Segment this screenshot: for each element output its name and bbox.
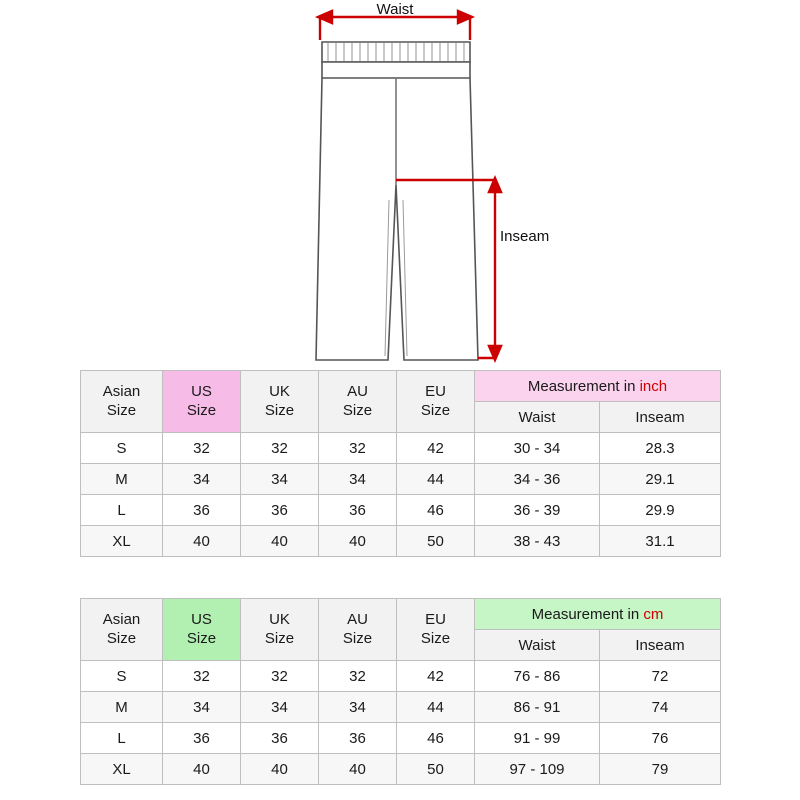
cell-eu-size: 46 [397, 723, 475, 754]
size-chart-inch [80, 370, 721, 557]
header-au-size [319, 371, 397, 433]
header-asian-line2: Size [106, 629, 137, 647]
header-uk-size [241, 371, 319, 433]
table-row [81, 526, 721, 557]
cell-uk-size: 40 [241, 754, 319, 785]
cell-eu-size: 50 [397, 754, 475, 785]
header-eu-size [397, 371, 475, 433]
header-asian-size [81, 599, 163, 661]
cell-waist: 36 - 39 [475, 495, 600, 526]
measurement-title-inch [475, 371, 721, 402]
cell-au-size: 40 [319, 526, 397, 557]
header-uk-size [241, 599, 319, 661]
header-us-line2: Size [186, 401, 217, 419]
cell-au-size: 36 [319, 495, 397, 526]
header-asian-line1: Asian [102, 610, 141, 628]
cell-asian-size: S [81, 661, 163, 692]
table-row [81, 464, 721, 495]
cell-inseam: 28.3 [600, 433, 721, 464]
cell-uk-size: 34 [241, 464, 319, 495]
cell-asian-size: L [81, 495, 163, 526]
cell-au-size: 34 [319, 464, 397, 495]
table-row [81, 692, 721, 723]
measurement-unit-inch: inch [639, 377, 668, 395]
measurement-unit-cm: cm [643, 605, 664, 623]
cell-eu-size: 44 [397, 692, 475, 723]
header-uk-line2: Size [264, 401, 295, 419]
header-eu-line2: Size [420, 629, 451, 647]
cell-eu-size: 42 [397, 661, 475, 692]
table-row [81, 723, 721, 754]
cell-au-size: 36 [319, 723, 397, 754]
pants-illustration [316, 42, 478, 360]
size-chart-cm [80, 598, 721, 785]
table-row [81, 661, 721, 692]
cell-us-size: 36 [163, 723, 241, 754]
cell-uk-size: 36 [241, 495, 319, 526]
cell-uk-size: 36 [241, 723, 319, 754]
measurement-title-cm [475, 599, 721, 630]
table-row [81, 754, 721, 785]
cell-us-size: 36 [163, 495, 241, 526]
cell-waist: 97 - 109 [475, 754, 600, 785]
cell-us-size: 34 [163, 692, 241, 723]
cell-waist: 34 - 36 [475, 464, 600, 495]
header-uk-line1: UK [269, 382, 290, 400]
cell-waist: 86 - 91 [475, 692, 600, 723]
cell-au-size: 34 [319, 692, 397, 723]
measurement-title-prefix-cm: Measurement in [531, 605, 644, 623]
cell-uk-size: 34 [241, 692, 319, 723]
table-row [81, 433, 721, 464]
subheader-waist-cm: Waist [475, 630, 600, 661]
cell-waist: 38 - 43 [475, 526, 600, 557]
cell-waist: 76 - 86 [475, 661, 600, 692]
cell-inseam: 76 [600, 723, 721, 754]
cell-waist: 30 - 34 [475, 433, 600, 464]
cell-waist: 91 - 99 [475, 723, 600, 754]
header-us-size [163, 371, 241, 433]
cell-us-size: 40 [163, 754, 241, 785]
cell-au-size: 32 [319, 433, 397, 464]
cell-us-size: 32 [163, 661, 241, 692]
table-row [81, 495, 721, 526]
header-asian-size [81, 371, 163, 433]
header-au-line1: AU [347, 382, 368, 400]
measurement-title-prefix-inch: Measurement in [527, 377, 640, 395]
cell-us-size: 40 [163, 526, 241, 557]
inseam-label: Inseam [500, 228, 550, 245]
subheader-inseam-inch: Inseam [600, 402, 721, 433]
header-eu-line1: EU [425, 382, 446, 400]
waist-label: Waist [376, 1, 414, 18]
header-eu-size [397, 599, 475, 661]
cell-inseam: 74 [600, 692, 721, 723]
cell-eu-size: 46 [397, 495, 475, 526]
cell-asian-size: L [81, 723, 163, 754]
cell-inseam: 79 [600, 754, 721, 785]
header-eu-line1: EU [425, 610, 446, 628]
header-us-line2: Size [186, 629, 217, 647]
header-asian-line1: Asian [102, 382, 141, 400]
pants-measurement-diagram [0, 0, 800, 370]
header-au-line1: AU [347, 610, 368, 628]
cell-au-size: 40 [319, 754, 397, 785]
header-au-line2: Size [342, 401, 373, 419]
cell-asian-size: XL [81, 526, 163, 557]
table-header-row [81, 599, 721, 630]
header-us-line1: US [191, 382, 212, 400]
header-au-size [319, 599, 397, 661]
cell-inseam: 72 [600, 661, 721, 692]
header-us-line1: US [191, 610, 212, 628]
header-eu-line2: Size [420, 401, 451, 419]
cell-au-size: 32 [319, 661, 397, 692]
subheader-waist-inch: Waist [475, 402, 600, 433]
table-header-row [81, 371, 721, 402]
cell-asian-size: XL [81, 754, 163, 785]
cell-uk-size: 32 [241, 661, 319, 692]
cell-asian-size: M [81, 692, 163, 723]
cell-eu-size: 50 [397, 526, 475, 557]
cell-uk-size: 40 [241, 526, 319, 557]
subheader-inseam-cm: Inseam [600, 630, 721, 661]
header-au-line2: Size [342, 629, 373, 647]
cell-us-size: 34 [163, 464, 241, 495]
header-uk-line2: Size [264, 629, 295, 647]
header-asian-line2: Size [106, 401, 137, 419]
cell-eu-size: 42 [397, 433, 475, 464]
cell-asian-size: M [81, 464, 163, 495]
cell-inseam: 29.1 [600, 464, 721, 495]
cell-asian-size: S [81, 433, 163, 464]
header-uk-line1: UK [269, 610, 290, 628]
cell-us-size: 32 [163, 433, 241, 464]
header-us-size [163, 599, 241, 661]
cell-eu-size: 44 [397, 464, 475, 495]
cell-inseam: 31.1 [600, 526, 721, 557]
cell-uk-size: 32 [241, 433, 319, 464]
cell-inseam: 29.9 [600, 495, 721, 526]
